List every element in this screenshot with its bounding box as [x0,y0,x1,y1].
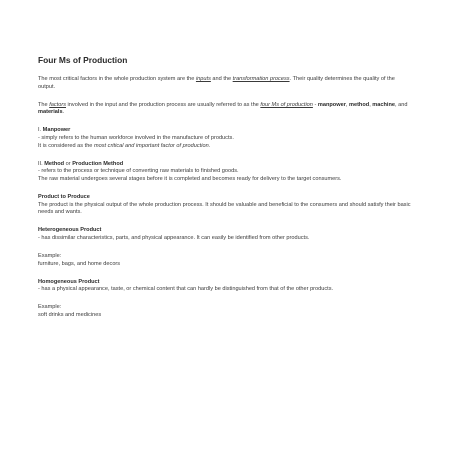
homogeneous-heading: Homogeneous Product [38,278,100,285]
method-line: - refers to the process or technique of converting raw materials to finished goods. [38,168,239,175]
machine-term: machine [372,101,395,108]
manpower-heading: Manpower [42,127,71,134]
manpower-term: manpower [317,101,346,108]
manpower-emphasis: most critical and important factor of production. [93,142,211,149]
example-label: Example: [38,304,62,311]
transformation-term: transformation process [232,76,290,82]
document-page [38,55,413,330]
manpower-line: - simply refers to the human workforce involved in the manufacture of products. [38,134,234,141]
product-heading: Product to Produce [38,193,90,200]
method-section [38,161,413,184]
heterogeneous-heading: Heterogeneous Product [38,227,102,234]
homogeneous-example [38,304,413,319]
separator: , and [395,101,408,108]
method-heading: Method [44,160,65,167]
factors-paragraph [38,102,413,117]
intro-text: . Their quality determines the quality of the output. [38,76,395,90]
example-text: soft drinks and medicines [38,311,102,318]
intro-text: The most critical factors in the whole production system are the [38,76,196,82]
separator: . [62,109,65,116]
inputs-term: inputs [195,76,211,82]
document-title: Four Ms of Production [38,55,128,65]
manpower-section [38,127,413,150]
factors-text: - [312,101,318,108]
factors-term: factors [49,101,66,108]
production-method-heading: Production Method [72,160,124,167]
method-term: method [348,101,370,108]
factors-text: The [38,101,50,108]
method-or: or [64,160,73,167]
heterogeneous-section [38,227,413,242]
product-text: The product is the physical output of the whole production process. It should be valuable and beneficial to the consumers and should satisfy their basic needs and wants. [38,201,411,216]
factors-text: involved in the input and the production process are usually referred to as the [66,101,261,108]
materials-term: materials [38,109,63,116]
method-line: The raw material undergoes several stages before it is completed and becomes ready for delivery to the target consumers. [38,175,342,182]
intro-text: and the [210,76,233,82]
intro-paragraph [38,76,413,91]
manpower-line: It is considered as the [38,142,94,149]
section-number: I. [38,127,43,134]
separator: , [369,101,373,108]
section-number: II. [38,160,45,167]
example-label: Example: [38,252,62,259]
example-text: furniture, bags, and home decors [38,260,121,267]
four-ms-term: four Ms of production [260,101,313,108]
homogeneous-section [38,279,413,294]
heterogeneous-example [38,253,413,268]
homogeneous-text: - has a physical appearance, taste, or chemical content that can hardly be distinguished from that of the other products. [38,286,334,293]
product-section [38,194,413,217]
separator: , [345,101,349,108]
heterogeneous-text: - has dissimilar characteristics, parts, and physical appearance. It can easily be identified from other products. [38,234,310,241]
